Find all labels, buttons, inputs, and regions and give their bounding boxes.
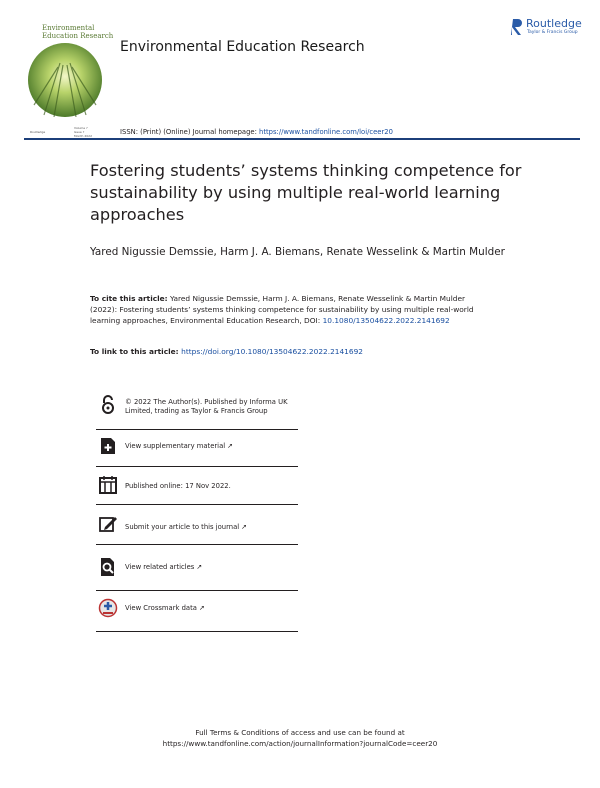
citation-doi-link[interactable]: 10.1080/13504622.2022.2141692 — [322, 316, 450, 325]
publisher-name: Routledge — [526, 17, 582, 30]
copyright-text: © 2022 The Author(s). Published by Informa UK Limited, trading as Taylor & Francis Group — [125, 398, 288, 415]
supplementary-link[interactable]: View supplementary material ↗ — [125, 442, 233, 450]
crossmark-item[interactable] — [96, 594, 298, 628]
submit-icon — [98, 514, 118, 534]
crossmark-link[interactable]: View Crossmark data ↗ — [125, 604, 205, 612]
divider — [96, 544, 298, 545]
related-link[interactable]: View related articles ↗ — [125, 563, 203, 571]
submit-item[interactable] — [96, 508, 298, 542]
cover-journal-title: Environmental Education Research — [42, 24, 114, 40]
published-date: Published online: 17 Nov 2022. — [125, 482, 231, 490]
supplementary-item[interactable] — [96, 433, 298, 465]
journal-homepage-link[interactable]: https://www.tandfonline.com/loi/ceer20 — [259, 128, 393, 136]
article-authors: Yared Nigussie Demssie, Harm J. A. Biemans, Renate Wesselink & Martin Mulder — [90, 246, 505, 258]
header-rule — [24, 138, 580, 140]
footer — [0, 727, 600, 749]
published-item — [96, 470, 298, 502]
related-icon — [98, 557, 118, 577]
divider — [96, 429, 298, 430]
issn-line — [120, 128, 393, 136]
divider — [96, 466, 298, 467]
routledge-logo-icon — [511, 17, 523, 37]
footer-terms-link[interactable]: https://www.tandfonline.com/action/journalInformation?journalCode=ceer20 — [162, 739, 438, 748]
citation-text: Yared Nigussie Demssie, Harm J. A. Biemans, Renate Wesselink & Martin Mulder (2022): Fostering students’ systems thinking competence for sustainability by using multiple real-world learning approaches, Environmental Education Research, DOI: — [90, 294, 474, 325]
calendar-icon — [98, 475, 118, 495]
supplementary-icon — [98, 436, 118, 456]
divider — [96, 631, 298, 632]
tiny-volume-info: Volume ? Issue ? Month 2022 — [74, 126, 92, 138]
link-label: To link to this article: — [90, 347, 182, 356]
citation-block — [90, 293, 480, 326]
related-item[interactable] — [96, 548, 298, 582]
divider — [96, 590, 298, 591]
journal-title[interactable]: Environmental Education Research — [120, 39, 365, 55]
article-title: Fostering students’ systems thinking competence for sustainability by using multiple real-world learning approaches — [90, 161, 522, 224]
crossmark-icon — [98, 598, 118, 618]
open-access-icon — [98, 395, 118, 415]
article-link-line — [90, 347, 363, 356]
tiny-publisher-mark: Routledge — [30, 130, 46, 134]
citation-label: To cite this article: — [90, 294, 168, 303]
submit-link[interactable]: Submit your article to this journal ↗ — [125, 523, 247, 531]
article-doi-link[interactable]: https://doi.org/10.1080/13504622.2022.2141692 — [181, 347, 363, 356]
footer-terms: Full Terms & Conditions of access and use can be found at — [195, 728, 405, 737]
issn-label: ISSN: (Print) (Online) Journal homepage: — [120, 128, 260, 136]
publisher-group: Taylor & Francis Group — [527, 30, 578, 35]
divider — [96, 504, 298, 505]
open-access-item — [96, 393, 298, 429]
